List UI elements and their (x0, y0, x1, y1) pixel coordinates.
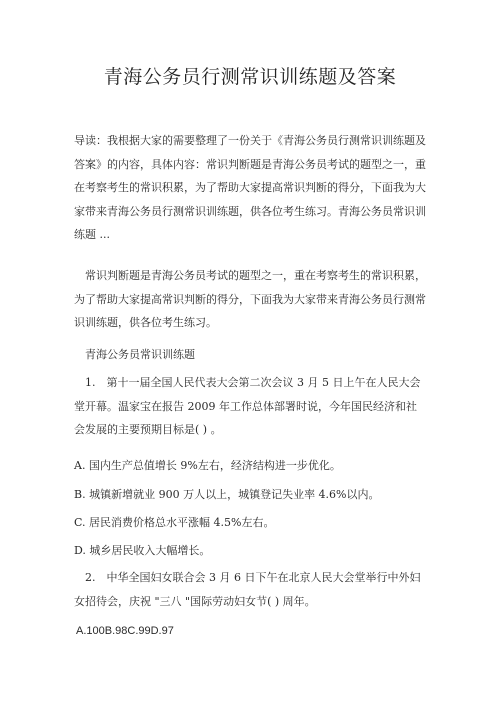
question-1-option-a: A. 国内生产总值增长 9%左右，经济结构进一步优化。 (74, 459, 341, 472)
question-1-text: 1. 第十一届全国人民代表大会第二次会议 3 月 5 日上午在人民大会堂开幕。温家宝在报告 2009 年工作总体部署时说，今年国民经济和社会发展的主要预期目标是( ) 。 (74, 376, 421, 436)
document-title: 青海公务员行测常识训练题及答案 (103, 66, 397, 88)
question-1-option-b: B. 城镇新增就业 900 万人以上，城镇登记失业率 4.6%以内。 (74, 488, 380, 501)
question-2-options: A.100B.98C.99D.97 (76, 625, 174, 637)
body-paragraph: 常识判断题是青海公务员考试的题型之一，重在考察考生的常识积累，为了帮助大家提高常识判断的得分，下面我为大家带来青海公务员行测常识训练题，供各位考生练习。 (74, 269, 426, 329)
intro-paragraph: 导读：我根据大家的需要整理了一份关于《青海公务员行测常识训练题及答案》的内容，具体内容：常识判断题是青海公务员考试的题型之一，重在考察考生的常识积累，为了帮助大家提高常识判断的得分，下面我为大家带来青海公务员行测常识训练题，供各位考生练习。青海公务员常识训练题 ... (74, 134, 426, 241)
question-1-option-c: C. 居民消费价格总水平涨幅 4.5%左右。 (74, 516, 275, 529)
question-2-text: 2. 中华全国妇女联合会 3 月 6 日下午在北京人民大会堂举行中外妇女招待会，庆祝 "三八 "国际劳动妇女节( ) 周年。 (74, 571, 421, 608)
section-heading: 青海公务员常识训练题 (85, 348, 195, 361)
question-1-option-d: D. 城乡居民收入大幅增长。 (74, 544, 211, 557)
